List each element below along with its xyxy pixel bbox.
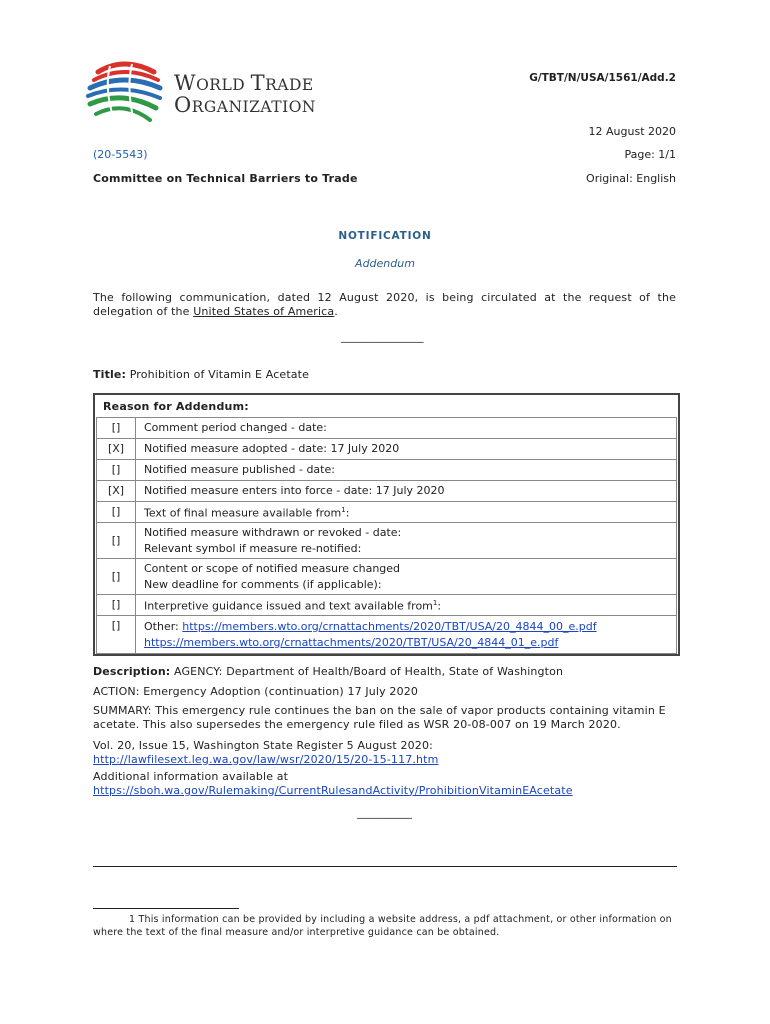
table-row — [97, 616, 677, 654]
register-line — [93, 739, 676, 766]
title-line — [93, 368, 676, 382]
reason-table — [96, 417, 677, 654]
footer-divider — [93, 866, 677, 867]
member-link[interactable]: United States of America — [193, 304, 335, 318]
row-text-main: Text of final measure available from — [144, 506, 342, 520]
org-name-line1: WORLD TRADE — [174, 71, 314, 95]
row-mark: [] — [97, 502, 136, 523]
attachment-link-2[interactable]: https://members.wto.org/crnattachments/2020/TBT/USA/20_4844_01_e.pdf — [144, 635, 559, 649]
row-mark: [] — [97, 559, 136, 595]
row-mark: [] — [97, 523, 136, 559]
register-text: Vol. 20, Issue 15, Washington State Register 5 August 2020: — [93, 739, 433, 752]
table-row — [97, 481, 677, 502]
row-mark: [] — [97, 418, 136, 439]
attachment-link-1[interactable]: https://members.wto.org/crnattachments/2020/TBT/USA/20_4844_00_e.pdf — [182, 619, 597, 633]
notification-heading: NOTIFICATION — [338, 230, 432, 242]
row-mark: [] — [97, 595, 136, 616]
row-text: Notified measure enters into force - date: 17 July 2020 — [136, 481, 677, 502]
page-indicator: Page: 1/1 — [624, 148, 676, 161]
row-text — [136, 616, 677, 654]
org-name-line2-text: RGANIZATION — [191, 98, 316, 116]
org-name-line1-text: ORLD TRADE — [196, 71, 314, 95]
intro-paragraph — [93, 291, 676, 318]
additional-text: Additional information available at — [93, 770, 289, 783]
table-row — [97, 502, 677, 523]
document-date: 12 August 2020 — [588, 125, 676, 138]
title-label: Title: — [93, 368, 127, 381]
additional-info — [93, 770, 676, 797]
wto-emblem-icon — [84, 58, 164, 130]
row-text-line2: Relevant symbol if measure re-notified: — [144, 541, 362, 555]
table-row — [97, 418, 677, 439]
agency-text: AGENCY: Department of Health/Board of Health, State of Washington — [170, 665, 564, 678]
org-name-line2: ORGANIZATION — [174, 93, 316, 117]
reason-header: Reason for Addendum: — [103, 400, 249, 413]
row-text — [136, 502, 677, 523]
description-action: ACTION: Emergency Adoption (continuation) 17 July 2020 — [93, 685, 419, 698]
table-row — [97, 460, 677, 481]
row-mark: [X] — [97, 481, 136, 502]
row-text-line2: New deadline for comments (if applicable): — [144, 577, 382, 591]
addendum-subheading: Addendum — [355, 257, 415, 270]
row-text-line1: Notified measure withdrawn or revoked - date: — [144, 525, 402, 539]
row-mark: [] — [97, 616, 136, 654]
footnote-ref: 1 — [432, 599, 438, 608]
title-value: Prohibition of Vitamin E Acetate — [129, 368, 310, 381]
separator-line: _______________ — [341, 330, 424, 343]
row-text: Notified measure adopted - date: 17 July 2020 — [136, 439, 677, 460]
row-text — [136, 523, 677, 559]
row-mark: [X] — [97, 439, 136, 460]
wto-logo — [84, 58, 334, 130]
description-label: Description: — [93, 665, 171, 678]
intro-text: The following communication, dated 12 August 2020, is being circulated at the request of the delegation of the — [93, 291, 676, 318]
row-text — [136, 595, 677, 616]
table-row — [97, 559, 677, 595]
row-mark: [] — [97, 460, 136, 481]
intro-tail: . — [334, 304, 338, 318]
row-text-line1: Content or scope of notified measure changed — [144, 561, 401, 575]
reason-for-addendum-box — [93, 393, 680, 656]
footnote-ref: 1 — [341, 506, 346, 515]
description-summary: SUMMARY: This emergency rule continues the ban on the sale of vapor products containing vitamin E acetate. This also supersedes the emergency rule filed as WSR 20-08-007 on 19 March 2020. — [93, 704, 666, 731]
description-agency — [93, 665, 676, 679]
row-text-tail: : — [437, 599, 442, 613]
original-language: Original: English — [586, 172, 676, 185]
footnote-divider — [93, 908, 239, 909]
row-text-tail: : — [345, 506, 350, 520]
table-row — [97, 439, 677, 460]
row-text — [136, 559, 677, 595]
row-text-main: Interpretive guidance issued and text available from — [144, 599, 433, 613]
row-text: Comment period changed - date: — [136, 418, 677, 439]
register-link[interactable]: http://lawfilesext.leg.wa.gov/law/wsr/2020/15/20-15-117.htm — [93, 752, 439, 766]
table-row — [97, 595, 677, 616]
row-text-main: Other: — [144, 619, 183, 633]
document-number: (20-5543) — [93, 148, 148, 161]
additional-link[interactable]: https://sboh.wa.gov/Rulemaking/CurrentRulesandActivity/ProhibitionVitaminEAcetate — [93, 783, 573, 797]
table-row — [97, 523, 677, 559]
row-text: Notified measure published - date: — [136, 460, 677, 481]
footnote-body: 1 This information can be provided by including a website address, a pdf attachment, or other information on where the text of the final measure and/or interpretive guidance can be obtained. — [93, 914, 672, 938]
document-symbol: G/TBT/N/USA/1561/Add.2 — [529, 72, 676, 84]
end-separator: __________ — [357, 806, 412, 819]
footnote-text — [93, 913, 677, 939]
committee-name: Committee on Technical Barriers to Trade — [93, 172, 358, 185]
